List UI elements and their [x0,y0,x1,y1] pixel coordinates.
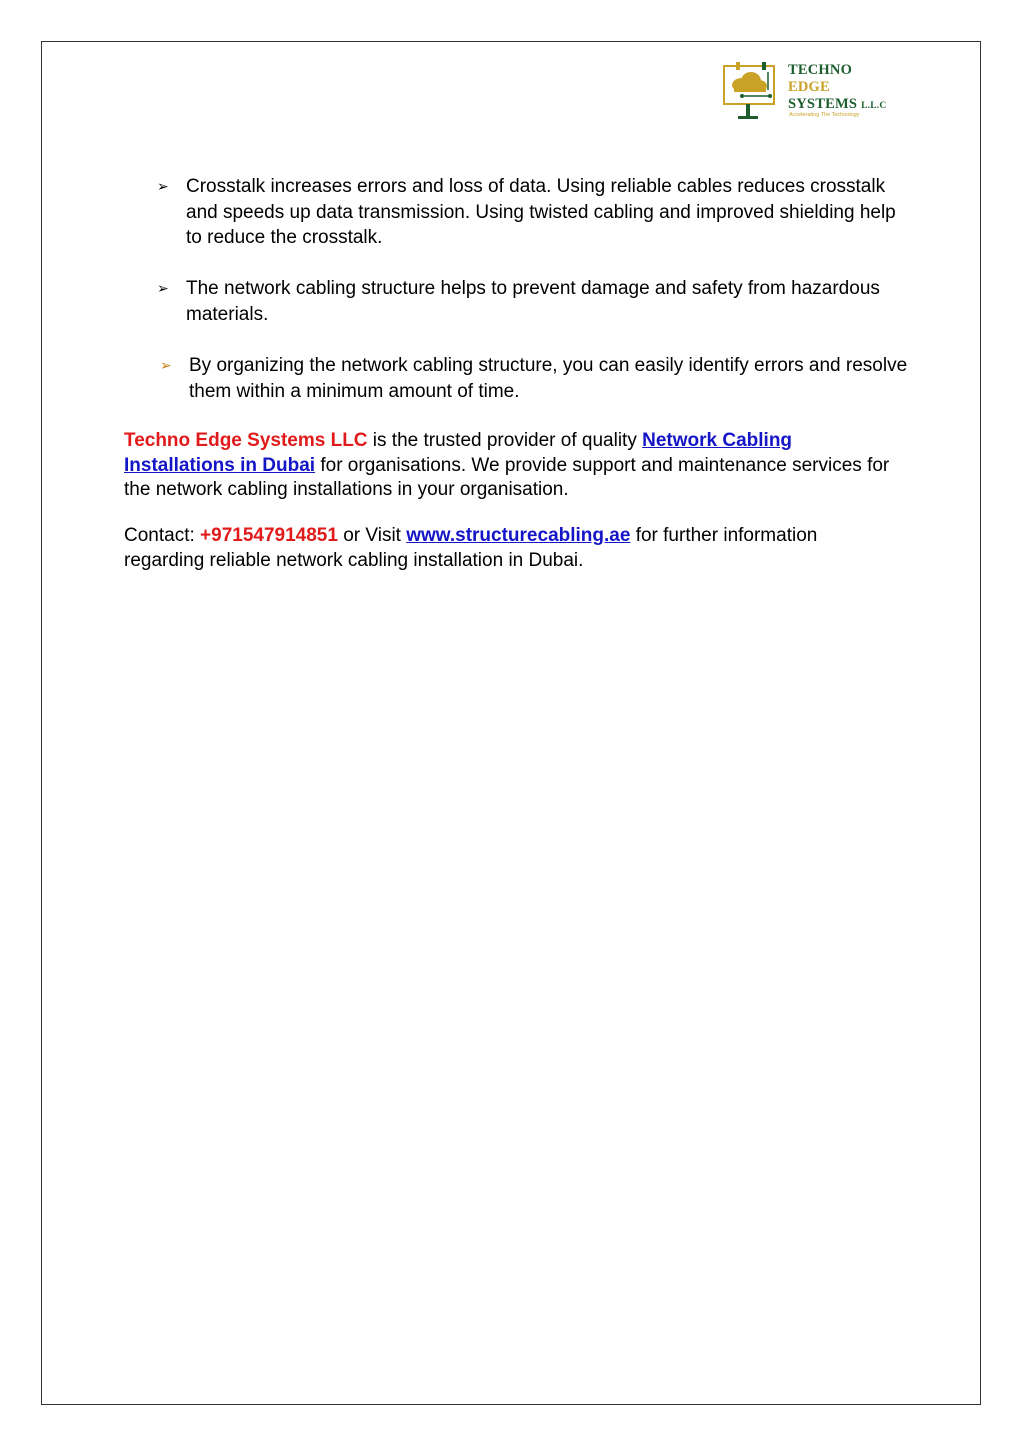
about-text-2: for organisations. We provide support and maintenance services for the network cabling installations in your organisation. [124,454,890,500]
logo-text [788,62,886,115]
contact-text-2: for further information regarding reliable network cabling installation in Dubai. [124,525,818,571]
bullet-text: By organizing the network cabling structure, you can easily identify errors and resolve them within a minimum amount of time. [189,355,908,402]
logo-systems-word: SYSTEMS [788,96,858,112]
logo-tagline: Accelerating The Technology [789,112,860,118]
network-cabling-link[interactable]: Network Cabling Installations in Dubai [124,430,793,476]
website-link[interactable]: www.structurecabling.ae [406,525,631,546]
logo-cloud-monitor-icon [722,60,786,122]
logo-llc: L.L.C [861,101,887,111]
contact-label: Contact: [124,525,201,546]
logo-line-edge: EDGE [788,79,830,95]
arrow-bullet-icon: ➢ [160,357,172,373]
about-paragraph [124,429,894,503]
bullet-text: Crosstalk increases errors and loss of data. Using reliable cables reduces crosstalk and speeds up data transmission. Using twisted cabling and improved shielding help to reduce the crosstalk. [186,176,896,248]
about-text-1: is the trusted provider of quality [367,430,643,451]
company-name: Techno Edge Systems LLC [124,430,368,451]
contact-paragraph [124,524,894,573]
arrow-bullet-icon: ➢ [157,178,169,194]
logo-line-techno: TECHNO [788,62,853,78]
contact-text-1: or Visit [337,525,407,546]
arrow-bullet-icon: ➢ [157,280,169,296]
company-logo [722,60,902,124]
bullet-text: The network cabling structure helps to prevent damage and safety from hazardous materials. [186,278,880,325]
contact-phone: +971547914851 [200,525,338,546]
